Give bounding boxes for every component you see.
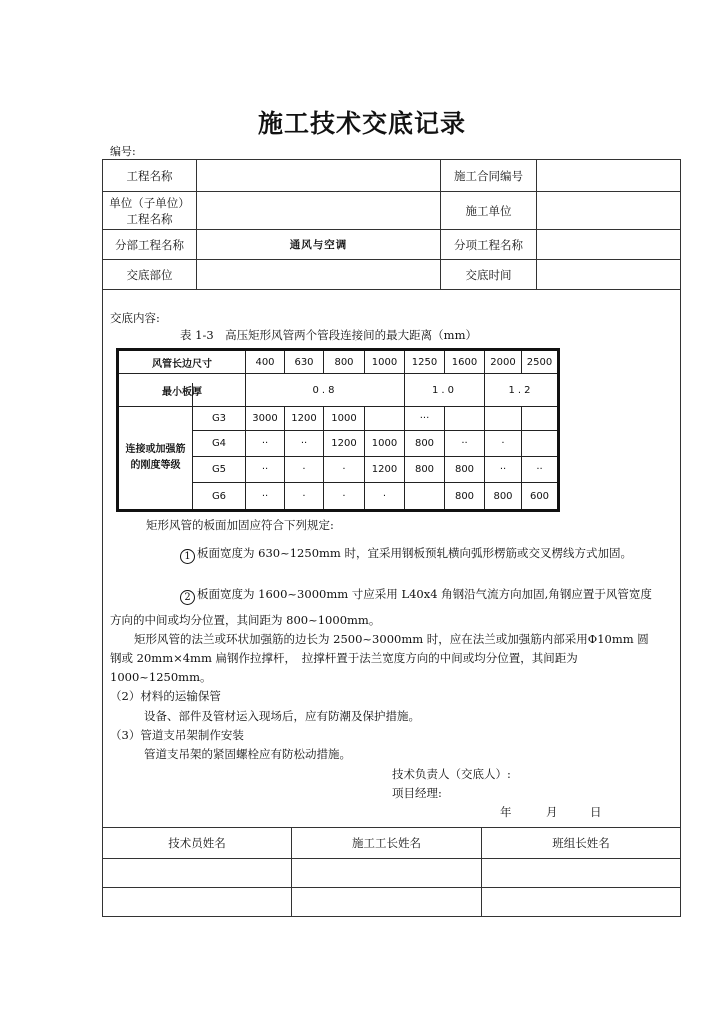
grade-label: G4 bbox=[211, 438, 227, 449]
grade-value-cell: ··· bbox=[419, 413, 430, 424]
grade-value-cell: ·· bbox=[261, 490, 269, 502]
grade-value-cell: ·· bbox=[461, 438, 468, 449]
grade-value-cell: · bbox=[382, 490, 387, 502]
content-heading: 交底内容: bbox=[110, 311, 160, 325]
para-2-line2: 钢或 20mm×4mm 扁钢作拉撑杆， 拉撑杆置于法兰宽度方向的中间或均分位置，其间距为 bbox=[110, 651, 578, 665]
unit-label-line2: 工程名称 bbox=[126, 211, 173, 226]
thickness-cell: 1.2 bbox=[508, 384, 534, 396]
grade-value-cell: · bbox=[342, 464, 346, 475]
size-cell: 1600 bbox=[451, 356, 478, 368]
foreman-sign-field[interactable] bbox=[292, 859, 481, 887]
size-cell: 800 bbox=[334, 356, 354, 368]
time-field[interactable] bbox=[537, 260, 680, 289]
contract-no-label: 施工合同编号 bbox=[454, 168, 523, 183]
size-cell: 2000 bbox=[490, 356, 516, 368]
thickness-cell: 1.0 bbox=[432, 384, 457, 396]
table-caption: 表 1-3 高压矩形风管两个管段连接间的最大距离（mm） bbox=[180, 328, 477, 342]
size-cell: 400 bbox=[255, 356, 275, 368]
size-cell: 1250 bbox=[411, 356, 438, 368]
grade-value-cell bbox=[485, 407, 521, 430]
project-name-label: 工程名称 bbox=[126, 168, 173, 183]
size-header: 风管长边尺寸 bbox=[152, 358, 212, 370]
section-2-title: （2）材料的运输保管 bbox=[110, 689, 221, 703]
item-number-badge: 1 bbox=[180, 549, 195, 564]
grade-value-cell: ·· bbox=[300, 438, 308, 449]
para-2-line3: 1000~1250mm。 bbox=[110, 670, 212, 684]
unit-label-line1: 单位（子单位） bbox=[109, 195, 190, 210]
contract-no-field[interactable] bbox=[537, 160, 680, 191]
subitem-field[interactable] bbox=[537, 230, 680, 259]
date-month: 月 bbox=[546, 805, 558, 819]
rule-item-1 bbox=[180, 544, 632, 564]
thickness-header: 最小板厚 bbox=[162, 386, 202, 398]
sign-project-manager: 项目经理: bbox=[392, 786, 442, 800]
unit-field[interactable] bbox=[197, 192, 440, 229]
tech-staff-label: 技术员姓名 bbox=[168, 836, 226, 850]
stiffness-label bbox=[119, 407, 192, 509]
size-cell: 1000 bbox=[371, 356, 398, 368]
para-2-line1: 矩形风管的法兰或环状加强筋的边长为 2500~3000mm 时，应在法兰或加强筋内部采用Φ10mm 圆 bbox=[134, 632, 649, 646]
grade-value-cell bbox=[445, 407, 484, 430]
grade-value-cell bbox=[522, 431, 557, 456]
grade-value-cell: 3000 bbox=[252, 413, 278, 424]
section-3-text: 管道支吊架的紧固螺栓应有防松动措施。 bbox=[144, 747, 351, 761]
unit-label bbox=[103, 192, 196, 229]
grade-value-cell: ·· bbox=[261, 438, 269, 449]
item-number-badge: 2 bbox=[180, 590, 195, 605]
grade-value-cell: · bbox=[501, 438, 505, 449]
grade-value-cell: · bbox=[342, 490, 346, 502]
time-label: 交底时间 bbox=[465, 267, 512, 282]
rule-item-2-text: 板面宽度为 1600~3000mm 寸应采用 L40x4 角钢沿气流方向加固,角钢应置于风管宽度 bbox=[197, 587, 652, 601]
division-label: 分部工程名称 bbox=[115, 237, 184, 252]
section-2-text: 设备、部件及管材运入现场后，应有防潮及保护措施。 bbox=[144, 709, 420, 723]
size-cell: 2500 bbox=[526, 356, 553, 368]
tech-staff-sign-field[interactable] bbox=[103, 859, 291, 887]
grade-label: G6 bbox=[211, 490, 227, 502]
grade-value-cell bbox=[522, 407, 557, 430]
stiffness-label-line2: 的刚度等级 bbox=[130, 460, 181, 471]
date-day: 日 bbox=[590, 805, 602, 819]
rule-item-1-text: 板面宽度为 630~1250mm 时，宜采用钢板预轧横向弧形楞筋或交叉楞线方式加固。 bbox=[197, 546, 632, 560]
grade-value-cell: ·· bbox=[536, 464, 543, 475]
team-leader-sign-field-2[interactable] bbox=[482, 888, 680, 916]
team-leader-label: 班组长姓名 bbox=[552, 836, 610, 850]
date-year: 年 bbox=[500, 805, 512, 819]
page-title: 施工技术交底记录 bbox=[257, 109, 466, 138]
construction-unit-label: 施工单位 bbox=[465, 203, 512, 218]
grade-value-cell: · bbox=[302, 490, 306, 502]
grade-label: G5 bbox=[211, 464, 227, 475]
grade-value-cell: ·· bbox=[261, 464, 269, 475]
division-value: 通风与空调 bbox=[289, 239, 348, 251]
rule-item-2-cont: 方向的中间或均分位置，其间距为 800~1000mm。 bbox=[110, 613, 381, 627]
project-name-field[interactable] bbox=[197, 160, 440, 191]
location-field[interactable] bbox=[197, 260, 440, 289]
section-3-title: （3）管道支吊架制作安装 bbox=[110, 728, 244, 742]
location-label: 交底部位 bbox=[126, 267, 173, 282]
grade-value-cell: 800 bbox=[414, 438, 435, 449]
grade-value-cell: 600 bbox=[529, 490, 550, 502]
grade-value-cell: 800 bbox=[493, 490, 513, 502]
sign-tech-lead: 技术负责人（交底人）: bbox=[392, 767, 511, 781]
tech-staff-sign-field-2[interactable] bbox=[103, 888, 291, 916]
grade-value-cell: 1200 bbox=[291, 413, 317, 424]
grade-value-cell: 1000 bbox=[371, 438, 398, 449]
foreman-sign-field-2[interactable] bbox=[292, 888, 481, 916]
spec-table bbox=[116, 348, 560, 512]
thickness-cell: 0.8 bbox=[312, 384, 338, 396]
rule-item-2 bbox=[180, 585, 652, 605]
grade-value-cell: 1200 bbox=[371, 464, 398, 475]
grade-value-cell bbox=[405, 483, 444, 509]
team-leader-sign-field[interactable] bbox=[482, 859, 680, 887]
grade-label: G3 bbox=[211, 413, 227, 424]
grade-value-cell: 800 bbox=[414, 464, 435, 475]
grade-value-cell: · bbox=[302, 464, 306, 475]
foreman-label: 施工工长姓名 bbox=[352, 836, 421, 850]
construction-unit-field[interactable] bbox=[537, 192, 680, 229]
rule-intro: 矩形风管的板面加固应符合下列规定: bbox=[146, 518, 334, 532]
serial-label: 编号: bbox=[110, 145, 136, 158]
grade-value-cell: ·· bbox=[499, 464, 507, 475]
grade-value-cell: 800 bbox=[454, 490, 475, 502]
grade-value-cell: 800 bbox=[454, 464, 475, 475]
grade-value-cell bbox=[365, 407, 404, 430]
subitem-label: 分项工程名称 bbox=[454, 237, 523, 252]
grade-value-cell: 1000 bbox=[331, 413, 357, 424]
stiffness-label-line1: 连接或加强筋 bbox=[125, 444, 186, 455]
size-cell: 630 bbox=[294, 356, 314, 368]
grade-value-cell: 1200 bbox=[331, 438, 357, 449]
